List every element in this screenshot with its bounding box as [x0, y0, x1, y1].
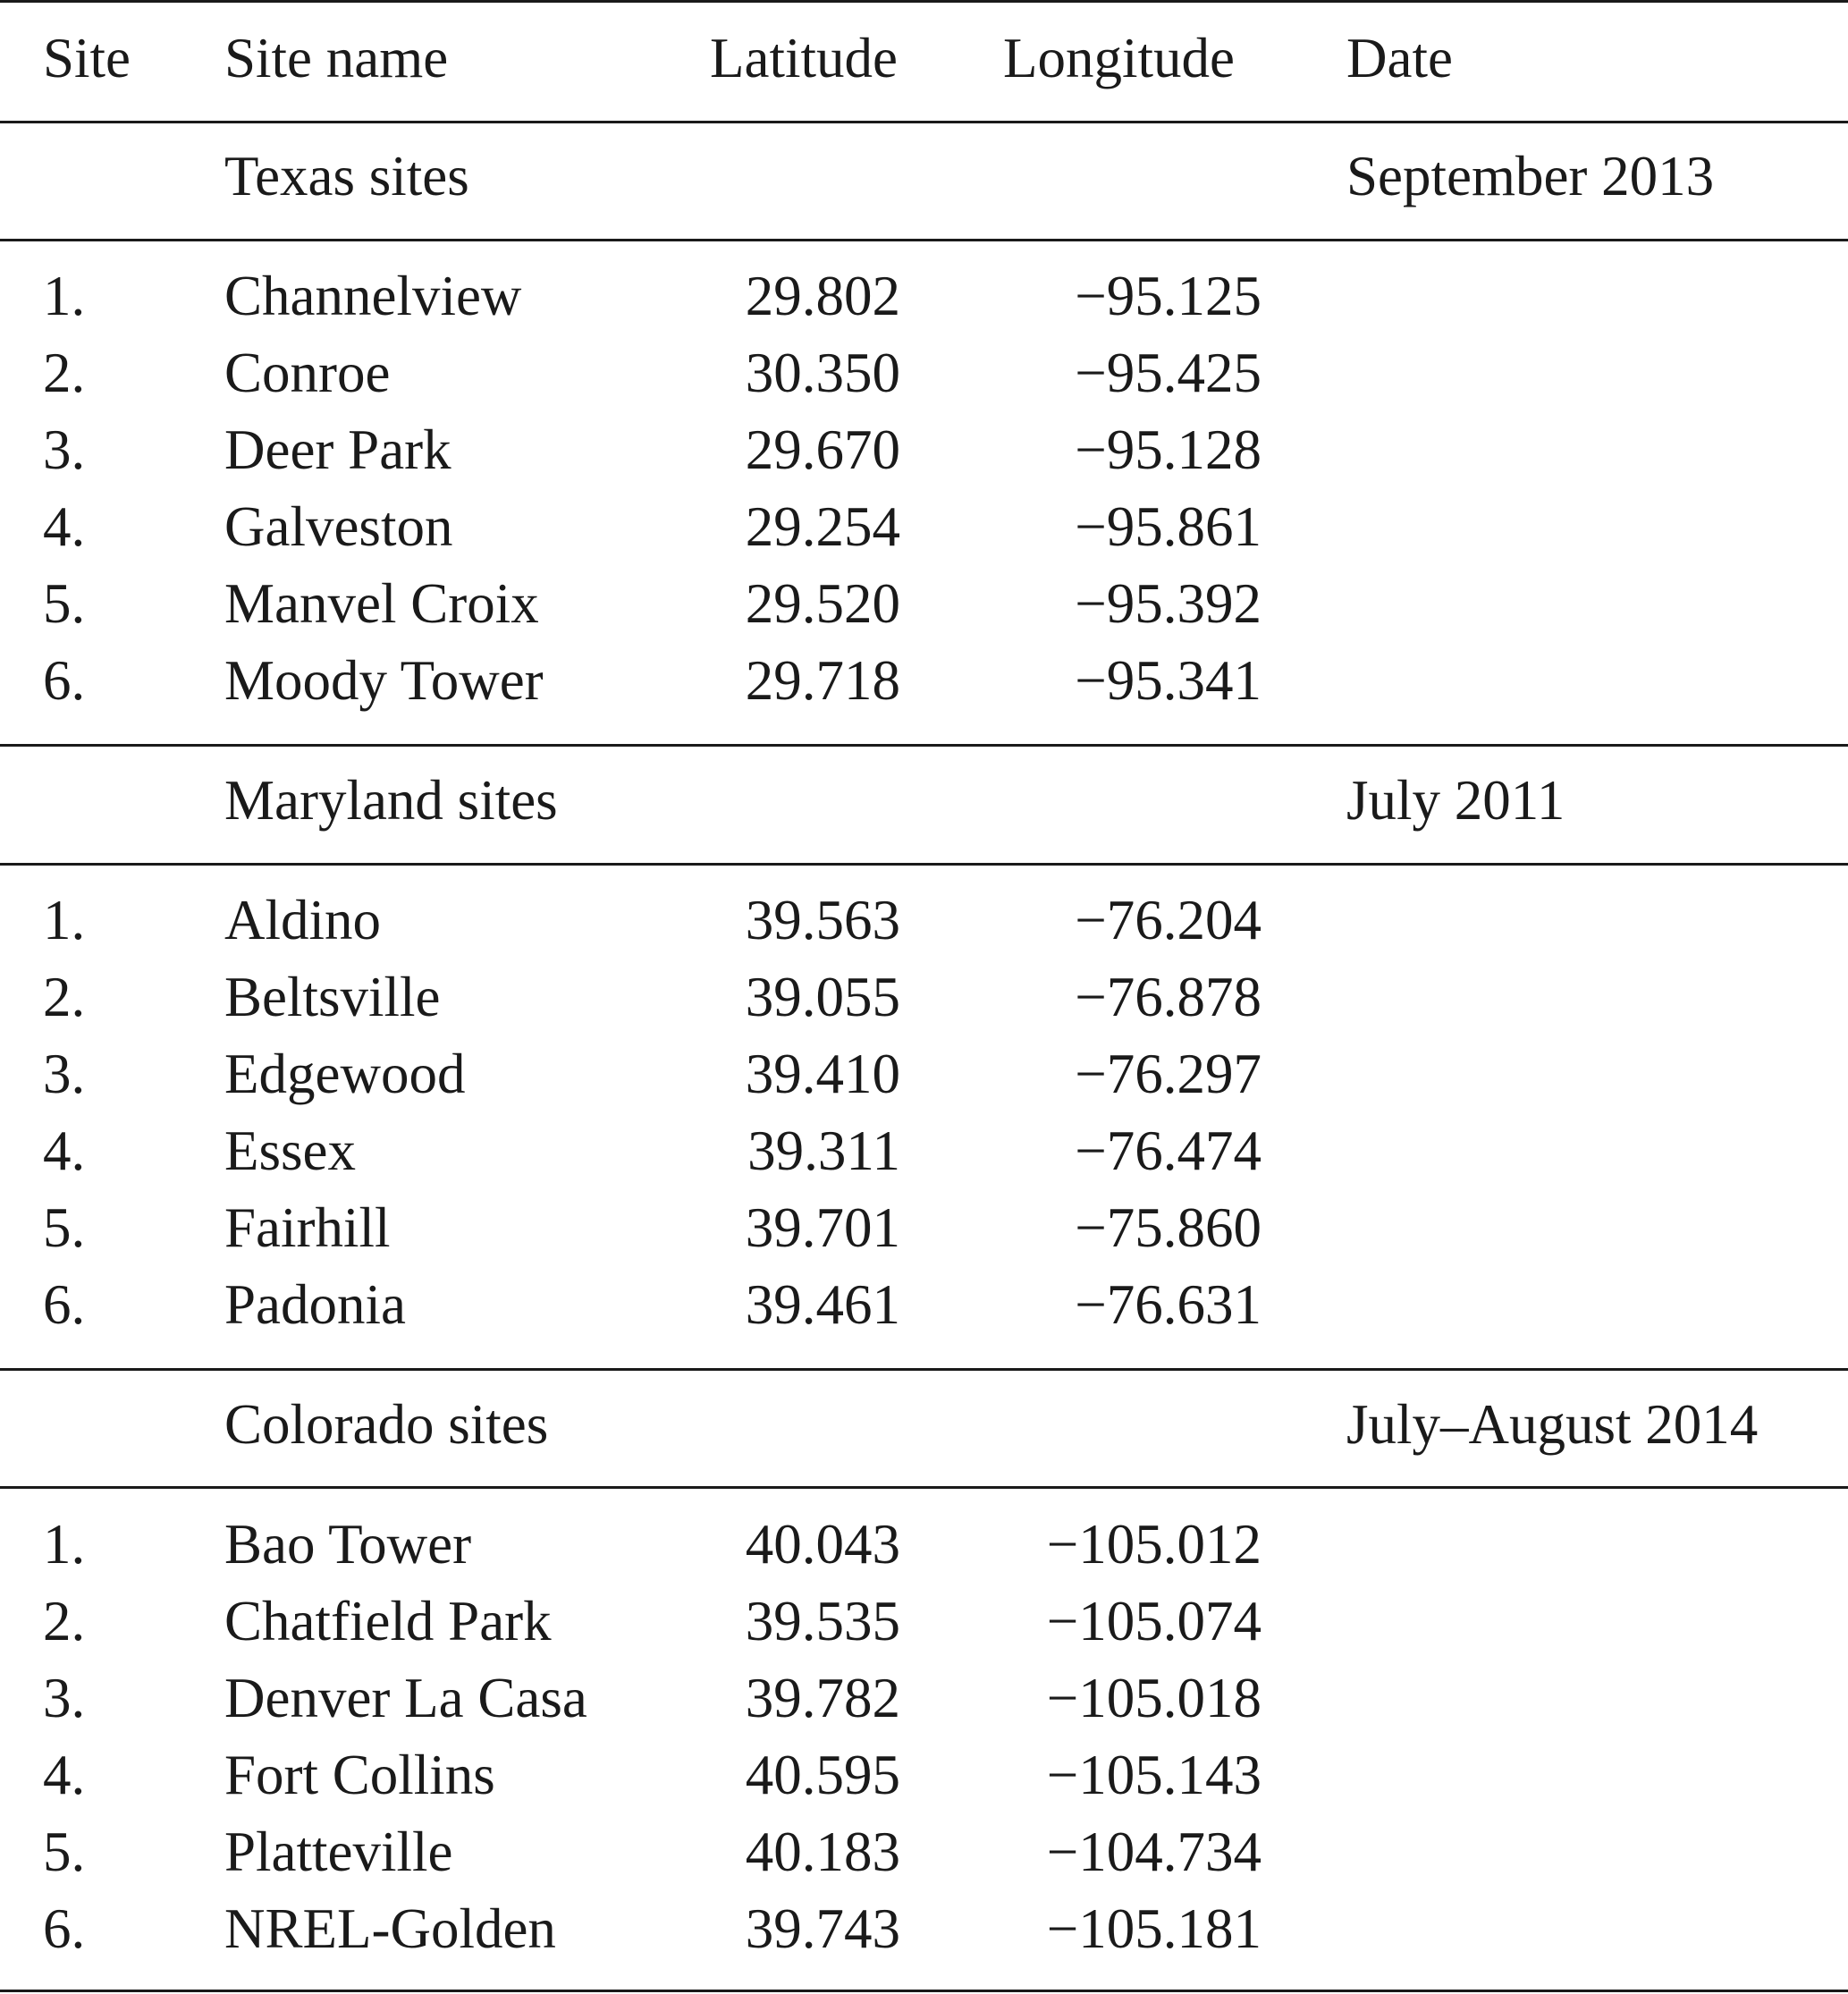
- site-name: Channelview: [224, 265, 522, 327]
- site-latitude: 39.311: [747, 1120, 900, 1182]
- header-rule: [0, 121, 1848, 123]
- site-name: Fairhill: [224, 1196, 391, 1259]
- table-row: [0, 1736, 1848, 1813]
- group-date: July 2011: [1346, 769, 1565, 832]
- table-row: [0, 882, 1848, 959]
- site-number: 2.: [43, 966, 86, 1028]
- site-name: Denver La Casa: [224, 1667, 587, 1729]
- site-latitude: 40.043: [745, 1513, 900, 1576]
- site-longitude: −105.012: [1046, 1513, 1262, 1576]
- table-row: [0, 1506, 1848, 1583]
- header-row: [0, 20, 1848, 97]
- site-number: 1.: [43, 1513, 86, 1576]
- table-row: [0, 1583, 1848, 1660]
- site-name: NREL-Golden: [224, 1897, 556, 1960]
- maryland-top-rule: [0, 744, 1848, 747]
- site-name: Chatfield Park: [224, 1590, 552, 1652]
- site-latitude: 29.802: [745, 265, 900, 327]
- site-latitude: 29.718: [745, 649, 900, 712]
- table-row: [0, 488, 1848, 565]
- table-row: [0, 1890, 1848, 1967]
- site-longitude: −75.860: [1075, 1196, 1262, 1259]
- site-longitude: −105.143: [1046, 1744, 1262, 1806]
- table-row: [0, 258, 1848, 334]
- site-name: Platteville: [224, 1821, 453, 1883]
- site-number: 3.: [43, 1667, 86, 1729]
- group-date: July–August 2014: [1346, 1393, 1759, 1456]
- site-latitude: 40.183: [745, 1821, 900, 1883]
- site-latitude: 40.595: [745, 1744, 900, 1806]
- site-latitude: 30.350: [745, 342, 900, 404]
- group-title: Maryland sites: [224, 769, 558, 832]
- site-latitude: 39.701: [745, 1196, 900, 1259]
- header-latitude: Latitude: [710, 27, 898, 89]
- table-row: [0, 1035, 1848, 1112]
- table-row: [0, 1189, 1848, 1266]
- site-number: 3.: [43, 418, 86, 481]
- site-number: 2.: [43, 342, 86, 404]
- site-number: 5.: [43, 572, 86, 635]
- site-longitude: −104.734: [1046, 1821, 1262, 1883]
- site-latitude: 29.670: [745, 418, 900, 481]
- site-number: 6.: [43, 1897, 86, 1960]
- table-row: [0, 334, 1848, 411]
- group-header-colorado: [0, 1386, 1848, 1463]
- site-longitude: −95.425: [1075, 342, 1262, 404]
- site-name: Padonia: [224, 1273, 406, 1336]
- header-site-name: Site name: [224, 27, 449, 89]
- site-longitude: −95.125: [1075, 265, 1262, 327]
- site-longitude: −76.878: [1075, 966, 1262, 1028]
- site-name: Aldino: [224, 889, 382, 951]
- site-latitude: 39.563: [745, 889, 900, 951]
- header-site: Site: [43, 27, 131, 89]
- group-date: September 2013: [1346, 145, 1715, 207]
- site-longitude: −76.474: [1075, 1120, 1262, 1182]
- site-longitude: −105.018: [1046, 1667, 1262, 1729]
- header-longitude: Longitude: [1003, 27, 1235, 89]
- site-latitude: 29.520: [745, 572, 900, 635]
- site-name: Manvel Croix: [224, 572, 539, 635]
- site-name: Edgewood: [224, 1043, 466, 1105]
- site-name: Moody Tower: [224, 649, 544, 712]
- site-number: 3.: [43, 1043, 86, 1105]
- site-latitude: 29.254: [745, 495, 900, 558]
- table-row: [0, 642, 1848, 719]
- site-longitude: −76.297: [1075, 1043, 1262, 1105]
- site-longitude: −105.074: [1046, 1590, 1262, 1652]
- table-row: [0, 959, 1848, 1035]
- header-date: Date: [1346, 27, 1453, 89]
- site-name: Conroe: [224, 342, 391, 404]
- site-longitude: −76.204: [1075, 889, 1262, 951]
- site-longitude: −95.392: [1075, 572, 1262, 635]
- top-rule: [0, 0, 1848, 3]
- colorado-top-rule: [0, 1368, 1848, 1371]
- site-number: 1.: [43, 889, 86, 951]
- colorado-group-rule: [0, 1486, 1848, 1489]
- texas-group-rule: [0, 239, 1848, 241]
- group-header-texas: [0, 138, 1848, 215]
- site-number: 5.: [43, 1821, 86, 1883]
- group-title: Texas sites: [224, 145, 469, 207]
- table-row: [0, 1660, 1848, 1736]
- site-name: Bao Tower: [224, 1513, 472, 1576]
- site-name: Galveston: [224, 495, 453, 558]
- table-row: [0, 1813, 1848, 1890]
- table-row: [0, 565, 1848, 642]
- site-longitude: −95.861: [1075, 495, 1262, 558]
- site-name: Fort Collins: [224, 1744, 495, 1806]
- site-longitude: −95.341: [1075, 649, 1262, 712]
- site-latitude: 39.461: [745, 1273, 900, 1336]
- site-number: 2.: [43, 1590, 86, 1652]
- site-number: 6.: [43, 649, 86, 712]
- maryland-group-rule: [0, 863, 1848, 866]
- site-longitude: −105.181: [1046, 1897, 1262, 1960]
- site-number: 4.: [43, 1120, 86, 1182]
- site-latitude: 39.782: [745, 1667, 900, 1729]
- site-name: Essex: [224, 1120, 356, 1182]
- site-name: Deer Park: [224, 418, 451, 481]
- table-row: [0, 411, 1848, 488]
- site-latitude: 39.055: [745, 966, 900, 1028]
- site-number: 4.: [43, 495, 86, 558]
- bottom-rule: [0, 1990, 1848, 1992]
- site-longitude: −95.128: [1075, 418, 1262, 481]
- site-latitude: 39.535: [745, 1590, 900, 1652]
- site-latitude: 39.743: [745, 1897, 900, 1960]
- site-number: 6.: [43, 1273, 86, 1336]
- group-title: Colorado sites: [224, 1393, 549, 1456]
- group-header-maryland: [0, 762, 1848, 839]
- table-row: [0, 1266, 1848, 1343]
- table-row: [0, 1112, 1848, 1189]
- site-number: 1.: [43, 265, 86, 327]
- site-number: 5.: [43, 1196, 86, 1259]
- site-number: 4.: [43, 1744, 86, 1806]
- site-longitude: −76.631: [1075, 1273, 1262, 1336]
- site-name: Beltsville: [224, 966, 441, 1028]
- site-latitude: 39.410: [745, 1043, 900, 1105]
